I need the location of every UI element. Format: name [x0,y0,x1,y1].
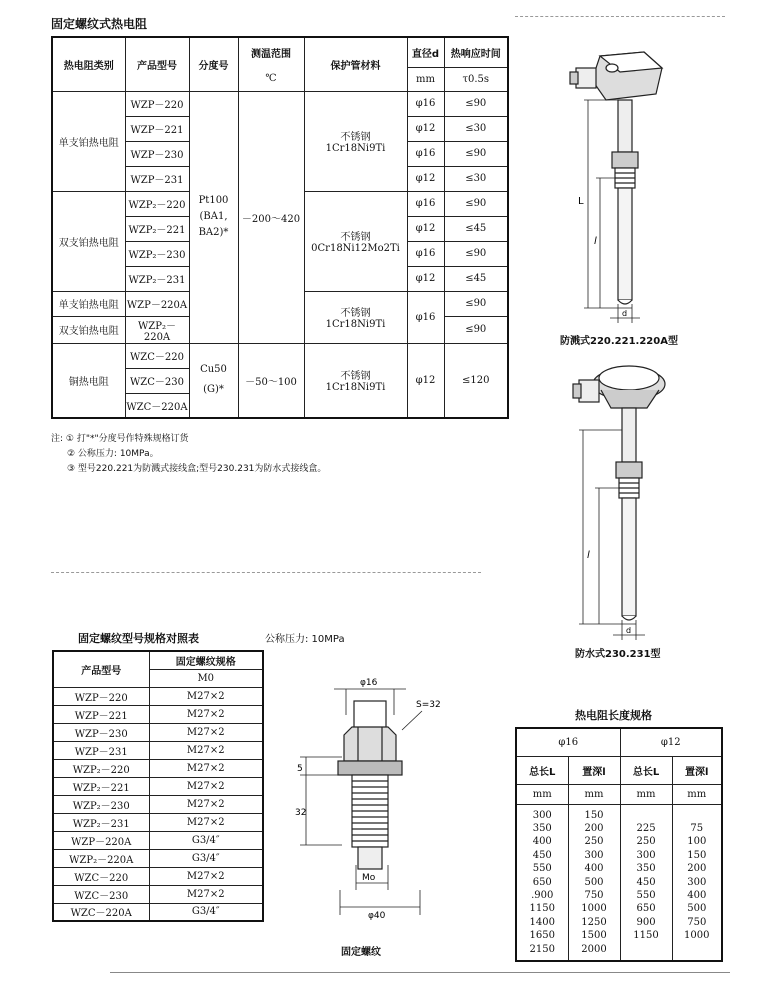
len-col-depth-12: 75 100 150 200 300 400 500 750 1000 [672,804,722,961]
type-cell: 单支铂热电阻 [52,91,125,191]
len-unit: mm [516,784,568,804]
material-cell-3: 不锈钢 1Cr18Ni9Ti [304,291,407,343]
ref-table-row [53,885,263,903]
graduation-pt-cell: Pt100 (BA1, BA2)* [189,91,238,343]
len-unit: mm [672,784,722,804]
ref-table-title: 固定螺纹型号规格对照表 [78,632,199,645]
dim-mo-label: Mo [362,873,376,883]
model-cell: WZP－220 [125,91,189,116]
graduation-cu-cell: Cu50 (G)* [189,343,238,418]
ref-thread-cell: M27×2 [149,759,263,777]
header-graduation: 分度号 [189,37,238,91]
ref-model-cell: WZP－220 [53,687,149,705]
dim-L-label: L [578,196,584,207]
len-col-depth-16: 150 200 250 300 400 500 750 1000 1250 1500 2000 [568,804,620,961]
diameter-cell: φ12 [407,116,444,141]
splash-proof-drawing [560,38,680,328]
header-response-unit: τ0.5s [444,67,508,91]
ref-model-cell: WZP－220A [53,831,149,849]
model-cell: WZP－231 [125,166,189,191]
diameter-cell: φ12 [407,166,444,191]
fixed-thread-drawing [290,675,450,940]
response-cell: ≤90 [444,91,508,116]
response-cell: ≤30 [444,166,508,191]
dim-d-label: d [622,309,628,318]
model-cell: WZP₂－220 [125,191,189,216]
splash-proof-caption: 防溅式220.221.220A型 [560,336,678,347]
note-3: ③ 型号220.221为防溅式接线盒;型号230.231为防水式接线盒。 [67,464,327,474]
diameter-cell: φ16 [407,141,444,166]
ref-thread-cell: G3/4″ [149,831,263,849]
len-col-total-16: 300 350 400 450 550 650 .900 1150 1400 1650 2150 [516,804,568,961]
note-1: 注: ① 打"*"分度号作特殊规格订货 [51,434,189,444]
ref-thread-cell: G3/4″ [149,903,263,921]
response-cell: ≤90 [444,316,508,343]
main-table-title: 固定螺纹式热电阻 [51,17,148,31]
ref-model-cell: WZP－231 [53,741,149,759]
diameter-cu-cell: φ12 [407,343,444,418]
ref-header-model: 产品型号 [53,651,149,687]
length-table-title: 热电阻长度规格 [575,709,652,722]
response-cell: ≤90 [444,141,508,166]
dim-5-label: 5 [297,764,303,774]
ref-model-cell: WZP₂－220 [53,759,149,777]
diameter-cell: φ12 [407,216,444,241]
dim-32-label: 32 [295,808,307,818]
header-model: 产品型号 [125,37,189,91]
ref-model-cell: WZP₂－221 [53,777,149,795]
diameter-cell: φ16 [407,191,444,216]
ref-table-row [53,705,263,723]
diameter-cell: φ16 [407,241,444,266]
header-diameter-unit: mm [407,67,444,91]
model-cell: WZP₂－220A [125,316,189,343]
ref-model-cell: WZC－220A [53,903,149,921]
response-cell: ≤45 [444,216,508,241]
thread-reference-table [52,650,264,922]
specification-table [51,36,509,419]
ref-model-cell: WZC－230 [53,885,149,903]
ref-table-row [53,687,263,705]
len-group-phi12: φ12 [620,728,722,756]
model-cell: WZP₂－221 [125,216,189,241]
diameter-cell-220a: φ16 [407,291,444,343]
ref-table-row [53,831,263,849]
pressure-label: 公称压力: 10MPa [265,634,345,645]
model-cell: WZC－230 [125,368,189,393]
ref-table-row [53,903,263,921]
diameter-cell: φ12 [407,266,444,291]
header-range-unit: ℃ [238,67,304,91]
note-2: ② 公称压力: 10MPa。 [67,449,159,459]
ref-thread-cell: M27×2 [149,777,263,795]
header-type: 热电阻类别 [52,37,125,91]
response-cell: ≤30 [444,116,508,141]
header-material: 保护管材料 [304,37,407,91]
header-diameter: 直径d [407,37,444,67]
waterproof-caption: 防水式230.231型 [575,649,661,660]
ref-thread-cell: M27×2 [149,741,263,759]
model-cell: WZC－220A [125,393,189,418]
material-cu-cell: 不锈钢 1Cr18Ni9Ti [304,343,407,418]
material-cell-2: 不锈钢 0Cr18Ni12Mo2Ti [304,191,407,291]
response-cell: ≤90 [444,241,508,266]
range-pt-cell: －200～420 [238,91,304,343]
type-cell: 双支铂热电阻 [52,316,125,343]
len-header-depth: 置深l [672,756,722,784]
ref-thread-cell: M27×2 [149,723,263,741]
ref-table-row [53,741,263,759]
ref-thread-cell: M27×2 [149,705,263,723]
model-cell: WZP₂－231 [125,266,189,291]
dim-l-label: l [587,550,590,561]
response-cell: ≤90 [444,291,508,316]
diameter-cell: φ16 [407,91,444,116]
response-cell: ≤90 [444,191,508,216]
type-cell: 双支铂热电阻 [52,191,125,291]
len-unit: mm [568,784,620,804]
ref-model-cell: WZC－220 [53,867,149,885]
dim-s32-label: S=32 [416,700,441,710]
ref-thread-cell: M27×2 [149,813,263,831]
ref-thread-cell: M27×2 [149,867,263,885]
ref-model-cell: WZP₂－231 [53,813,149,831]
len-header-total: 总长L [620,756,672,784]
ref-model-cell: WZP－221 [53,705,149,723]
model-cell: WZC－220 [125,343,189,368]
ref-header-thread: 固定螺纹规格 [149,651,263,669]
range-cu-cell: －50～100 [238,343,304,418]
ref-model-cell: WZP₂－220A [53,849,149,867]
ref-thread-cell: M27×2 [149,687,263,705]
ref-model-cell: WZP－230 [53,723,149,741]
ref-table-row [53,795,263,813]
model-cell: WZP－220A [125,291,189,316]
divider [515,16,725,17]
header-range: 测温范围 [238,37,304,67]
length-spec-table [515,727,723,962]
ref-model-cell: WZP₂－230 [53,795,149,813]
response-cell: ≤45 [444,266,508,291]
material-cell-1: 不锈钢 1Cr18Ni9Ti [304,91,407,191]
model-cell: WZP－221 [125,116,189,141]
model-cell: WZP－230 [125,141,189,166]
ref-table-row [53,723,263,741]
ref-table-row [53,867,263,885]
ref-table-row [53,813,263,831]
ref-table-row [53,777,263,795]
waterproof-drawing [565,350,680,645]
ref-thread-cell: G3/4″ [149,849,263,867]
len-header-total: 总长L [516,756,568,784]
ref-table-row [53,759,263,777]
ref-thread-cell: M27×2 [149,795,263,813]
len-unit: mm [620,784,672,804]
type-cell: 铜热电阻 [52,343,125,418]
len-header-depth: 置深l [568,756,620,784]
dim-d-label: d [626,626,632,635]
type-cell: 单支铂热电阻 [52,291,125,316]
divider [110,972,730,973]
dim-phi40-label: φ40 [368,911,386,921]
dim-phi16-label: φ16 [360,678,378,688]
len-col-total-12: 225 250 300 350 450 550 650 900 1150 [620,804,672,961]
dim-l-label: l [594,236,597,247]
model-cell: WZP₂－230 [125,241,189,266]
header-response: 热响应时间 [444,37,508,67]
divider [51,572,481,573]
ref-header-unit: M0 [149,669,263,687]
len-group-phi16: φ16 [516,728,620,756]
fixed-thread-caption: 固定螺纹 [341,947,381,958]
notes-block [51,432,326,477]
ref-thread-cell: M27×2 [149,885,263,903]
response-cu-cell: ≤120 [444,343,508,418]
ref-table-row [53,849,263,867]
